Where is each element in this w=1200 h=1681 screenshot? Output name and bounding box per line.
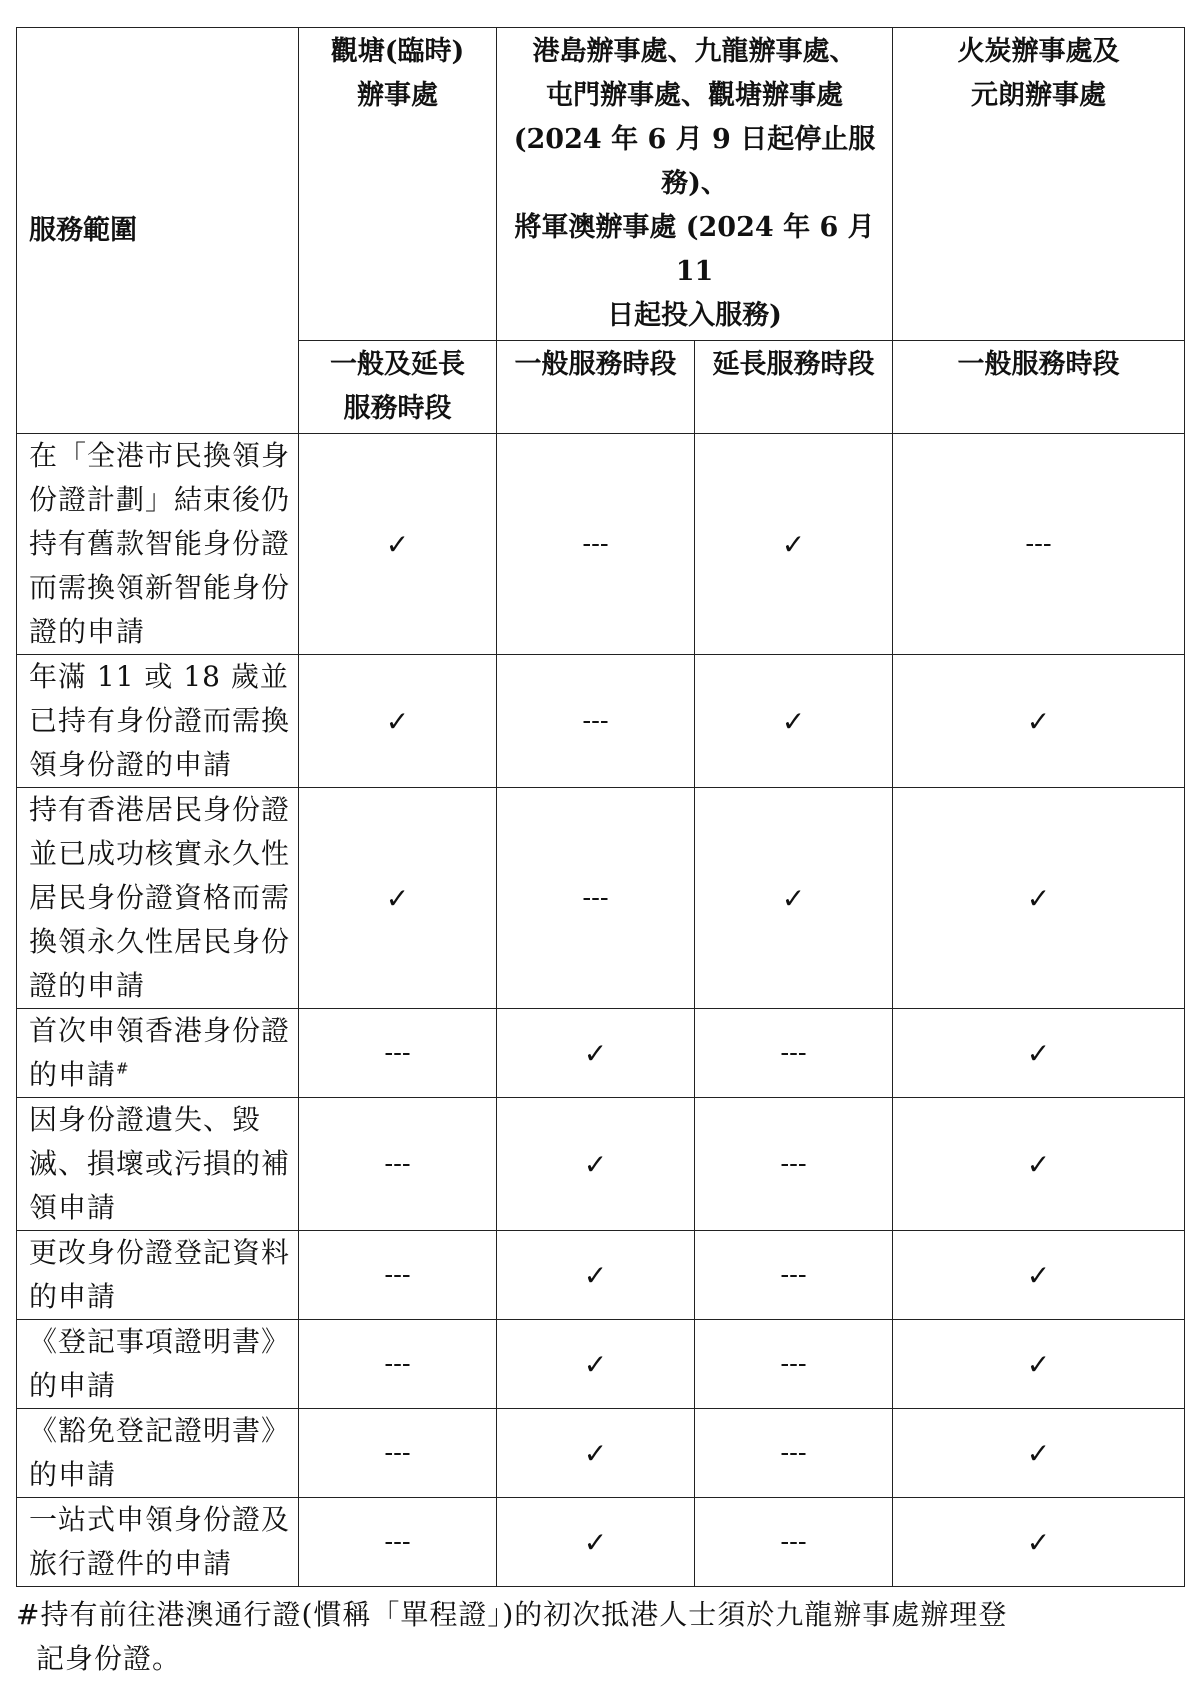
check-icon-main-general: ✓ [497,1009,695,1098]
service-rows [17,434,1185,1587]
session-header-general-extended [299,341,497,434]
table-row [17,1409,1185,1498]
service-name: 《登記事項證明書》的申請 [17,1320,299,1409]
not-available-main-extended: --- [695,1498,893,1587]
footnote-line-1: #持有前往港澳通行證(慣稱「單程證」)的初次抵港人士須於九龍辦事處辦理登 [16,1598,1008,1631]
document [16,27,1184,1681]
session-header-extended [695,341,893,434]
check-icon-main-general: ✓ [497,1098,695,1231]
session-header-3-line-1: 一般服務時段 [957,349,1120,380]
office-header-1-line-3: (2024 年 6 月 9 日起停止服務)、 [513,124,876,199]
not-available-kwun-tong-temp: --- [299,1498,497,1587]
check-icon-fo-tan-yuen-long: ✓ [893,1098,1185,1231]
service-name: 《豁免登記證明書》的申請 [17,1409,299,1498]
not-available-fo-tan-yuen-long: --- [893,434,1185,655]
check-icon-fo-tan-yuen-long: ✓ [893,788,1185,1009]
table-row [17,1498,1185,1587]
not-available-kwun-tong-temp: --- [299,1409,497,1498]
session-header-0-line-2: 服務時段 [343,393,452,424]
check-icon-main-extended: ✓ [695,788,893,1009]
not-available-main-extended: --- [695,1098,893,1231]
service-name: 年滿 11 或 18 歲並已持有身份證而需換領身份證的申請 [17,655,299,788]
check-icon-fo-tan-yuen-long: ✓ [893,1231,1185,1320]
not-available-main-general: --- [497,434,695,655]
scope-header: 服務範圍 [17,28,299,434]
header-row-offices [17,28,1185,341]
table-row [17,655,1185,788]
not-available-kwun-tong-temp: --- [299,1320,497,1409]
check-icon-main-general: ✓ [497,1498,695,1587]
table-row [17,434,1185,655]
check-icon-main-extended: ✓ [695,434,893,655]
office-header-1-line-1: 港島辦事處、九龍辦事處、 [532,36,857,67]
check-icon-main-general: ✓ [497,1409,695,1498]
check-icon-fo-tan-yuen-long: ✓ [893,1498,1185,1587]
session-header-general-2 [893,341,1185,434]
service-table [16,27,1185,1587]
session-header-2-line-1: 延長服務時段 [712,349,875,380]
check-icon-fo-tan-yuen-long: ✓ [893,1409,1185,1498]
table-row [17,1320,1185,1409]
not-available-kwun-tong-temp: --- [299,1231,497,1320]
not-available-main-general: --- [497,655,695,788]
table-row [17,1231,1185,1320]
session-header-general [497,341,695,434]
office-header-1-line-5: 日起投入服務) [607,300,782,331]
table-row [17,1009,1185,1098]
not-available-main-extended: --- [695,1320,893,1409]
not-available-main-extended: --- [695,1409,893,1498]
service-name: 首次申領香港身份證的申請# [17,1009,299,1098]
check-icon-kwun-tong-temp: ✓ [299,655,497,788]
check-icon-fo-tan-yuen-long: ✓ [893,1009,1185,1098]
service-name: 因身份證遺失、毀滅、損壞或污損的補領申請 [17,1098,299,1231]
check-icon-main-general: ✓ [497,1231,695,1320]
service-name: 一站式申領身份證及旅行證件的申請 [17,1498,299,1587]
check-icon-fo-tan-yuen-long: ✓ [893,1320,1185,1409]
table-row [17,1098,1185,1231]
footnote-marker: # [116,1059,130,1078]
footnote-line-2: 記身份證。 [36,1642,182,1675]
office-header-2-line-1: 火炭辦事處及 [957,36,1120,67]
table-row [17,788,1185,1009]
check-icon-kwun-tong-temp: ✓ [299,434,497,655]
service-name: 在「全港市民換領身份證計劃」結束後仍持有舊款智能身份證而需換領新智能身份證的申請 [17,434,299,655]
session-header-0-line-1: 一般及延長 [330,349,465,380]
not-available-kwun-tong-temp: --- [299,1098,497,1231]
office-header-1-line-2: 屯門辦事處、觀塘辦事處 [546,80,843,111]
office-header-kwun-tong-temp [299,28,497,341]
office-header-fo-tan-yuen-long [893,28,1185,341]
office-header-0-line-2: 辦事處 [357,80,438,111]
not-available-main-general: --- [497,788,695,1009]
footnote [16,1593,1184,1681]
check-icon-main-extended: ✓ [695,655,893,788]
office-header-2-line-2: 元朗辦事處 [971,80,1106,111]
session-header-1-line-1: 一般服務時段 [514,349,677,380]
office-header-1-line-4: 將軍澳辦事處 (2024 年 6 月 11 [514,212,875,287]
office-header-main-offices [497,28,893,341]
check-icon-fo-tan-yuen-long: ✓ [893,655,1185,788]
not-available-main-extended: --- [695,1009,893,1098]
service-name: 持有香港居民身份證並已成功核實永久性居民身份證資格而需換領永久性居民身份證的申請 [17,788,299,1009]
not-available-main-extended: --- [695,1231,893,1320]
check-icon-main-general: ✓ [497,1320,695,1409]
not-available-kwun-tong-temp: --- [299,1009,497,1098]
check-icon-kwun-tong-temp: ✓ [299,788,497,1009]
service-name: 更改身份證登記資料的申請 [17,1231,299,1320]
office-header-0-line-1: 觀塘(臨時) [330,36,465,67]
